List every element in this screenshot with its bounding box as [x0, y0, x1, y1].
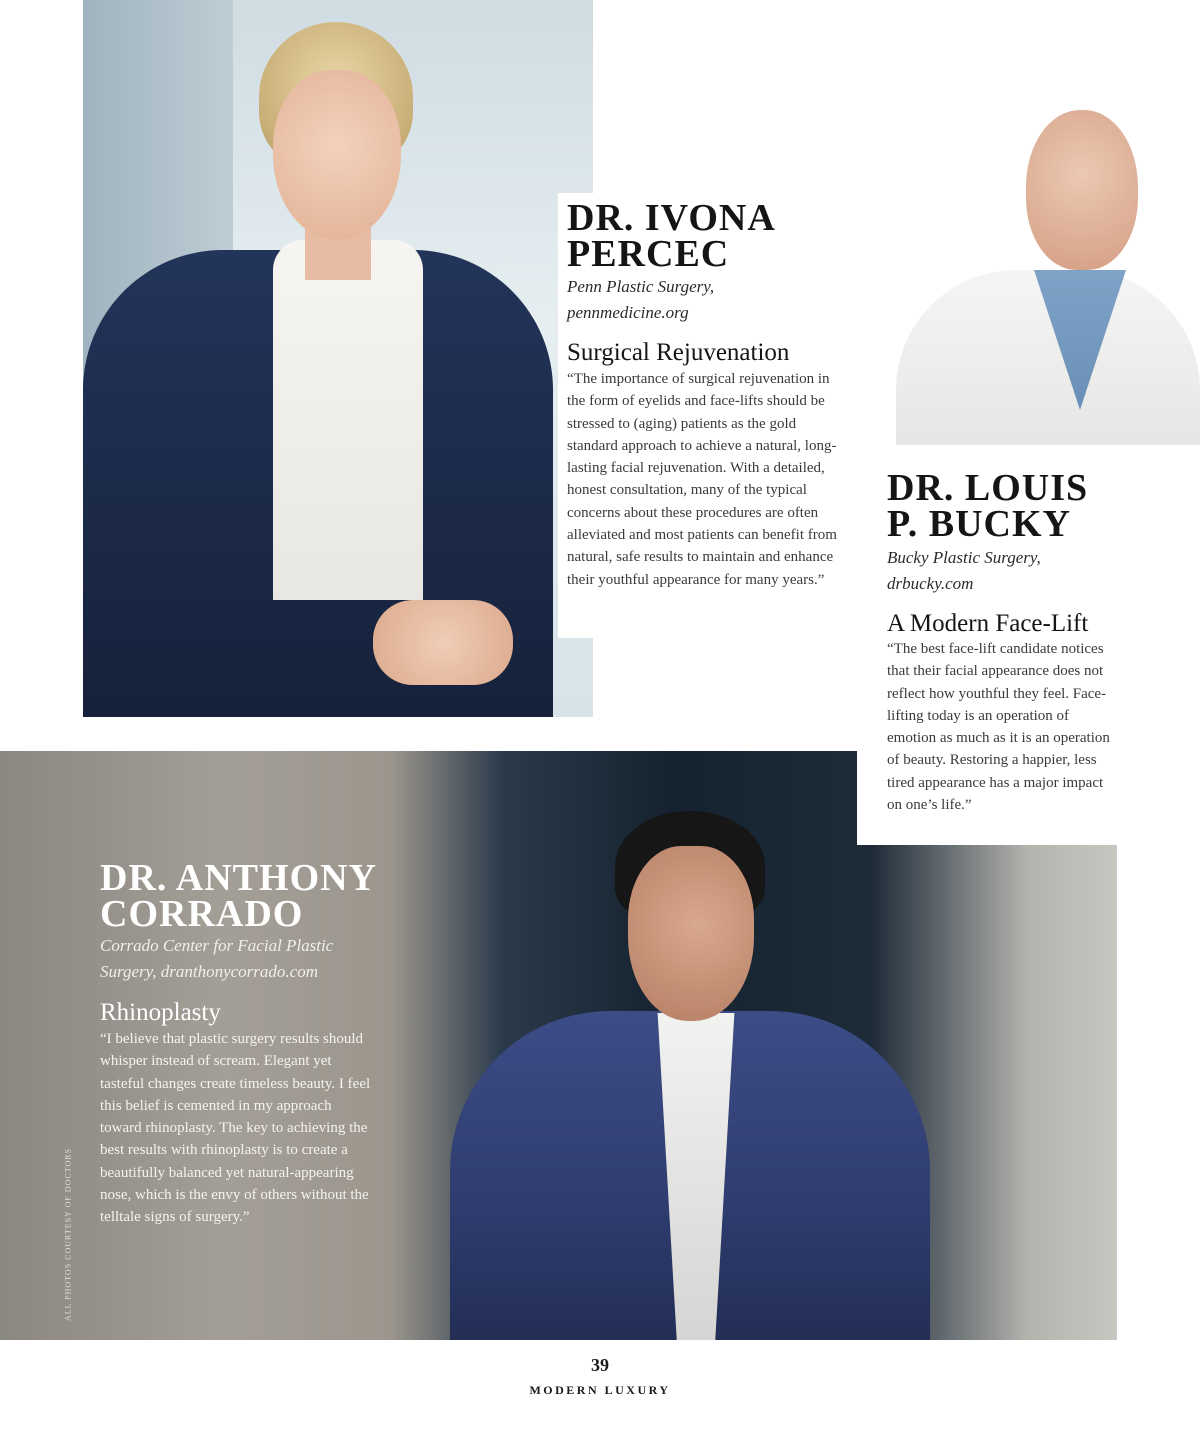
name-line-1: DR. LOUIS	[887, 467, 1089, 509]
publication-name: MODERN LUXURY	[529, 1383, 671, 1397]
affiliation-bucky	[887, 545, 1117, 597]
name-line-1: DR. ANTHONY	[100, 857, 378, 899]
subhead-percec: Surgical Rejuvenation	[567, 339, 790, 366]
affiliation-line-2: pennmedicine.org	[567, 303, 689, 322]
quote-bucky: “The best face-lift candidate notices that their facial appearance does not reflect how youthful they feel. Face-lifting today is an operation of emotion as much as it is an operation of beauty. Restoring a happier, less tired appearance has a major impact on one’s life.”	[887, 641, 1110, 814]
name-line-2: P. BUCKY	[887, 503, 1071, 545]
doctor-name-corrado	[100, 857, 400, 935]
name-line-1: DR. IVONA	[567, 197, 776, 239]
photo-dr-percec	[83, 0, 593, 717]
photo-dr-bucky	[886, 95, 1200, 445]
affiliation-line-2: drbucky.com	[887, 574, 974, 593]
affiliation-line-1: Bucky Plastic Surgery,	[887, 548, 1041, 567]
name-line-2: PERCEC	[567, 233, 730, 275]
affiliation-line-1: Corrado Center for Facial Plastic	[100, 936, 334, 955]
subhead-corrado: Rhinoplasty	[100, 999, 221, 1026]
subhead-bucky: A Modern Face-Lift	[887, 610, 1089, 637]
affiliation-line-2: Surgery, dranthonycorrado.com	[100, 962, 318, 981]
affiliation-percec	[567, 274, 857, 326]
name-line-2: CORRADO	[100, 893, 304, 935]
page-number: 39	[591, 1355, 609, 1375]
affiliation-line-1: Penn Plastic Surgery,	[567, 277, 715, 296]
quote-corrado: “I believe that plastic surgery results should whisper instead of scream. Elegant yet tasteful changes create timeless beauty. I feel this belief is cemented in my approach toward rhinoplasty. The key to achieving the best results with rhinoplasty is to create a beautifully balanced yet natural-appearing nose, which is the envy of others without the telltale signs of surgery.”	[100, 1031, 371, 1226]
photo-credit: ALL PHOTOS COURTESY OF DOCTORS	[63, 1147, 73, 1322]
quote-percec: “The importance of surgical rejuvenation in the form of eyelids and face-lifts should be stressed to (aging) patients as the gold standard approach to achieve a natural, long-lasting facial rejuvenation. With a detailed, honest consultation, many of the typical concerns about these procedures are often alleviated and most patients can benefit from natural, safe results to maintain and enhance their youthful appearance for many years.”	[567, 371, 837, 588]
doctor-name-percec	[567, 197, 857, 275]
affiliation-corrado	[100, 933, 390, 985]
doctor-name-bucky	[887, 467, 1117, 545]
